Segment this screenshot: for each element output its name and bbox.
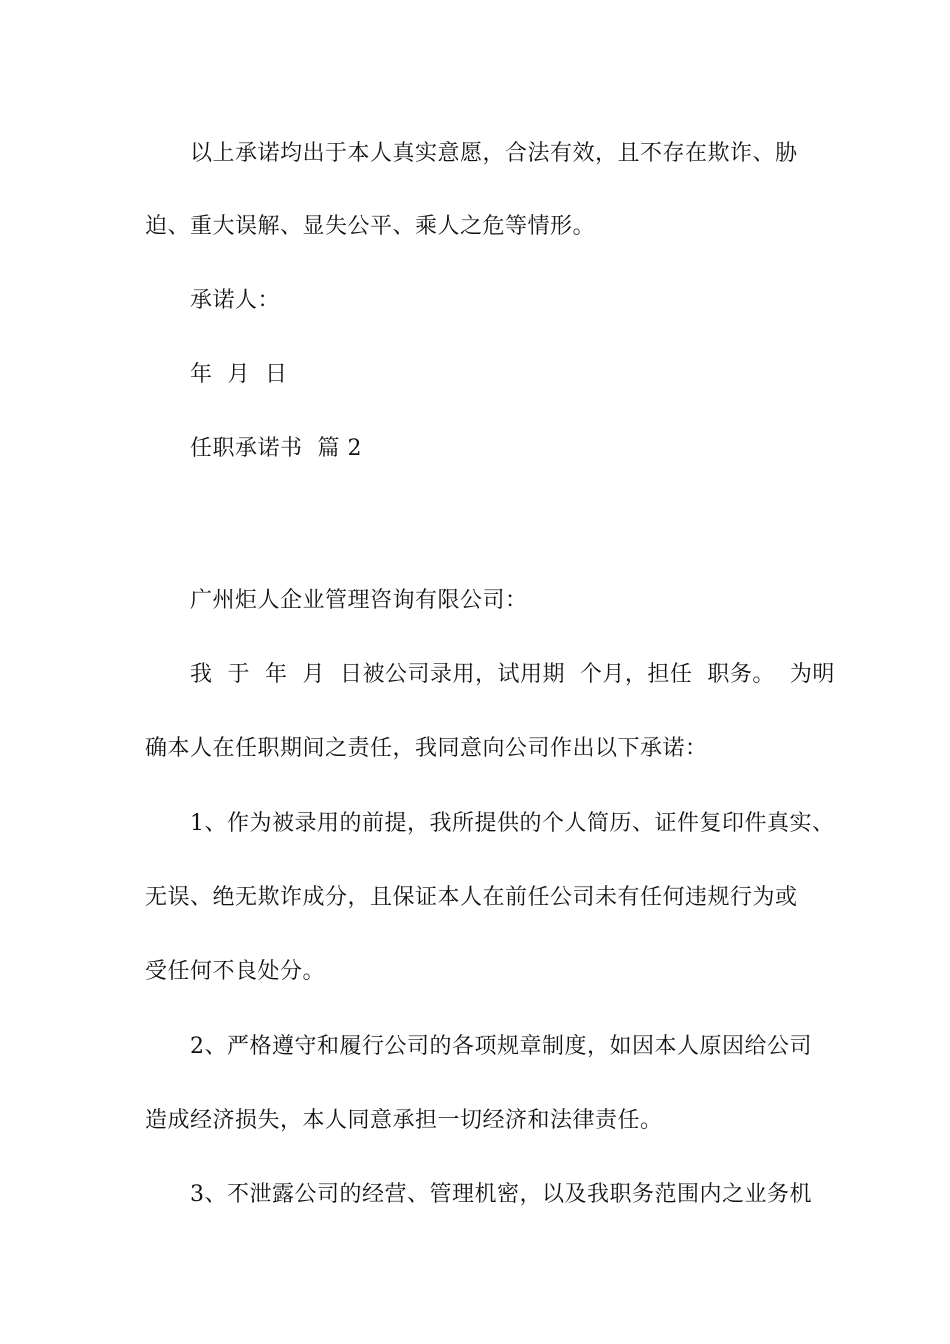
list-item-line: 无误、绝无欺诈成分，且保证本人在前任公司未有任何违规行为或 [145,885,798,910]
paragraph-line: 确本人在任职期间之责任，我同意向公司作出以下承诺： [145,736,708,761]
list-item-line: 1、作为被录用的前提，我所提供的个人简历、证件复印件真实、 [190,811,835,836]
paragraph-line: 迫、重大误解、显失公平、乘人之危等情形。 [145,214,596,239]
date-placeholder: 年 月 日 [190,362,288,387]
list-item-line: 受任何不良处分。 [145,959,326,984]
list-item-line: 2、严格遵守和履行公司的各项规章制度，如因本人原因给公司 [190,1034,812,1059]
paragraph-line: 我 于 年 月 日被公司录用，试用期 个月，担任 职务。 为明 [190,662,835,687]
addressee: 广州炬人企业管理咨询有限公司： [190,588,528,613]
signer-label: 承诺人： [190,288,281,313]
section-title: 任职承诺书 篇 2 [190,436,362,461]
paragraph-line: 以上承诺均出于本人真实意愿，合法有效，且不存在欺诈、胁 [190,141,798,166]
list-item-line: 造成经济损失，本人同意承担一切经济和法律责任。 [145,1108,663,1133]
list-item-line: 3、不泄露公司的经营、管理机密，以及我职务范围内之业务机 [190,1182,812,1207]
